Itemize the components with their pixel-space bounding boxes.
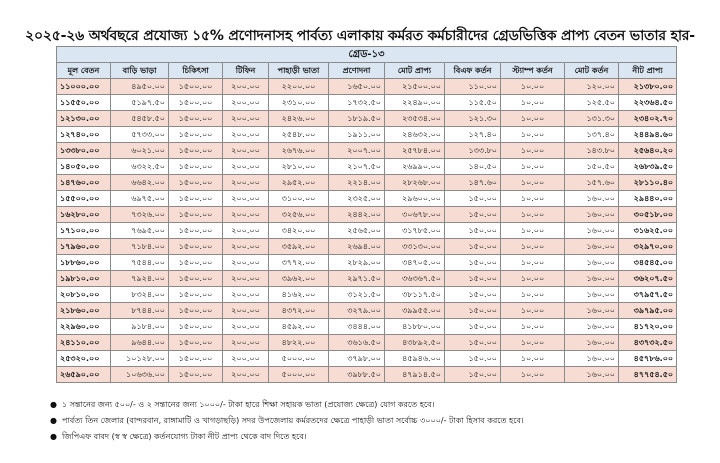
table-cell: ১৫০.০০ <box>445 367 501 383</box>
table-cell: ২০০.০০ <box>223 95 269 111</box>
table-cell: ১৫০০.০০ <box>169 367 223 383</box>
table-cell: ১৯১১.০০ <box>329 127 385 143</box>
table-cell: ৩৪৪৪.০০ <box>329 319 385 335</box>
table-cell: ১৫০.০০ <box>445 239 501 255</box>
table-cell: ২৪৪৯৪.৬০ <box>619 127 677 143</box>
table-cell: ১০.০০ <box>501 127 565 143</box>
table-cell: ২০০.০০ <box>223 255 269 271</box>
table-cell: ৭৬৯৫.০০ <box>111 223 169 239</box>
table-row <box>57 303 677 319</box>
table-cell: ৭১৮৪.০০ <box>111 239 169 255</box>
table-cell: ১৫০০.০০ <box>169 159 223 175</box>
table-cell: ২৯৫২.০০ <box>269 175 329 191</box>
table-cell: ১১৫৫০.০০ <box>57 95 111 111</box>
table-cell: ২৬৮৩৯.৫০ <box>619 159 677 175</box>
table-cell: ৯১৮৪.০০ <box>111 319 169 335</box>
table-cell: ১৬০.০০ <box>565 191 619 207</box>
table-cell: ২০০.০০ <box>223 223 269 239</box>
table-cell: ৪৭৭৫৪.৫০ <box>619 367 677 383</box>
table-cell: ৩২৯৭০.০০ <box>619 239 677 255</box>
column-header: বাড়ি ভাড়া <box>111 63 169 79</box>
bullet-icon: ● <box>50 400 57 409</box>
table-cell: ৫০০০.০০ <box>269 367 329 383</box>
table-cell: ৩৯৯৫৫.০০ <box>385 303 445 319</box>
table-row <box>57 175 677 191</box>
table-cell: ১৫০০.০০ <box>169 143 223 159</box>
table-cell: ২৪৬৩২.০০ <box>385 127 445 143</box>
footnote-item <box>50 397 700 413</box>
table-cell: ১১০.০০ <box>445 79 501 95</box>
table-row <box>57 367 677 383</box>
table-cell: ১৬০.০০ <box>565 367 619 383</box>
table-cell: ২২৪৯০.০০ <box>385 95 445 111</box>
table-cell: ১৫০০.০০ <box>169 239 223 255</box>
footnote-text: জিপিএফ বাবদ (স্ব স্ব ক্ষেত্রে) কর্তনযোগ্য টাকা নীট প্রাপ্য থেকে বাদ দিতে হবে। <box>62 432 307 441</box>
table-cell: ২০০.০০ <box>223 367 269 383</box>
table-cell: ১৫০০.০০ <box>169 207 223 223</box>
table-cell: ১৬০.০০ <box>565 239 619 255</box>
table-cell: ২৩২৫.০০ <box>329 191 385 207</box>
table-cell: ১০.০০ <box>501 255 565 271</box>
table-cell: ৬৯৭৫.০০ <box>111 191 169 207</box>
column-header: বিএফ কর্তন <box>445 63 501 79</box>
table-cell: ২৬৫৯০.০০ <box>57 367 111 383</box>
table-cell: ৩৭৯৮.০০ <box>329 351 385 367</box>
table-cell: ২০০.০০ <box>223 111 269 127</box>
table-cell: ২২০০.০০ <box>269 79 329 95</box>
table-body <box>57 79 677 383</box>
table-cell: ২০০.০০ <box>223 127 269 143</box>
table-cell: ২০০.০০ <box>223 351 269 367</box>
table-row <box>57 239 677 255</box>
table-cell: ১৪৭৬০.০০ <box>57 175 111 191</box>
table-cell: ৩১২১.৫০ <box>329 287 385 303</box>
table-cell: ১৫০.০০ <box>445 303 501 319</box>
table-cell: ১৫০০.০০ <box>169 287 223 303</box>
footnote-text: ১ সন্তানের জন্য ৫০০/- ও ২ সন্তানের জন্য ১০০০/- টাকা হারে শিক্ষা সহায়ক ভাতা (প্রযোজ্য ক্ষেত্রে) যোগ করতে হবে। <box>62 400 435 409</box>
table-cell: ৫৪৫৮.৫০ <box>111 111 169 127</box>
table-cell: ৩৫৯২.০০ <box>269 239 329 255</box>
table-cell: ১০.০০ <box>501 95 565 111</box>
table-cell: ১২১.৩০ <box>445 111 501 127</box>
table-cell: ১৪৩.৮০ <box>565 143 619 159</box>
table-cell: ৩৪২০.০০ <box>269 223 329 239</box>
bullet-icon: ● <box>50 432 57 441</box>
table-cell: ১৫০০.০০ <box>169 95 223 111</box>
table-cell: ১০.০০ <box>501 79 565 95</box>
table-cell: ২৪২৬.০০ <box>269 111 329 127</box>
table-cell: ৩৬৩৬৭.৫০ <box>385 271 445 287</box>
table-cell: ১৫০০.০০ <box>169 319 223 335</box>
table-cell: ১২০.০০ <box>565 79 619 95</box>
column-header: মূল বেতন <box>57 63 111 79</box>
table-cell: ৩৯৮৮.৫০ <box>329 367 385 383</box>
table-cell: ২৯৪৪০.০০ <box>619 191 677 207</box>
table-cell: ১৬০.০০ <box>565 207 619 223</box>
table-cell: ১০.০০ <box>501 223 565 239</box>
grade-label: গ্রেড-১৩ <box>57 47 677 63</box>
table-cell: ২৩৪০২.৭০ <box>619 111 677 127</box>
salary-table-container <box>56 46 676 383</box>
table-cell: ৪৫৯২.০০ <box>269 319 329 335</box>
table-cell: ২৩৫৩৪.০০ <box>385 111 445 127</box>
table-cell: ২৫৭৮৪.০০ <box>385 143 445 159</box>
table-cell: ১৬২৮০.০০ <box>57 207 111 223</box>
table-cell: ৩১৬২৫.০০ <box>619 223 677 239</box>
table-cell: ২০০.০০ <box>223 239 269 255</box>
table-cell: ১৬০.০০ <box>565 271 619 287</box>
table-row <box>57 271 677 287</box>
table-cell: ৪৩৭২.০০ <box>269 303 329 319</box>
grade-row <box>57 47 677 63</box>
table-cell: ২১০৭.৫০ <box>329 159 385 175</box>
table-cell: ৩৯৬২.০০ <box>269 271 329 287</box>
table-cell: ২২৩৬৪.৫০ <box>619 95 677 111</box>
table-cell: ২১৮৬০.০০ <box>57 303 111 319</box>
table-cell: ১৭৯৬০.০০ <box>57 239 111 255</box>
table-cell: ৩০৬৭৮.০০ <box>385 207 445 223</box>
table-cell: ২৫৪৮.০০ <box>269 127 329 143</box>
table-cell: ২০০.০০ <box>223 143 269 159</box>
table-cell: ৩৯৭৯৫.০০ <box>619 303 677 319</box>
table-cell: ৪৫৭৮৬.০০ <box>619 351 677 367</box>
table-cell: ১১৫.৫০ <box>445 95 501 111</box>
table-cell: ১৫৫০০.০০ <box>57 191 111 207</box>
table-cell: ১৬০.০০ <box>565 303 619 319</box>
table-cell: ১৭১০০.০০ <box>57 223 111 239</box>
table-row <box>57 95 677 111</box>
table-cell: ৪৩৮৯২.৫০ <box>385 335 445 351</box>
table-cell: ১৬০.০০ <box>565 223 619 239</box>
table-cell: ৬৩২২.৫০ <box>111 159 169 175</box>
table-cell: ১৫০.০০ <box>445 255 501 271</box>
table-cell: ১৬০.০০ <box>565 287 619 303</box>
table-cell: ২৮১০.০০ <box>269 159 329 175</box>
table-cell: ২৮১১০.৪০ <box>619 175 677 191</box>
footnote-text: পার্বত্য তিন জেলার (বান্দরবান, রাঙ্গামাটি ও খাগড়াছড়ি) সদর উপজেলায় কর্মরতদের ক্ষেত্রে পাহাড়ী ভাতা সর্বোচ্চ ৩০০০/- টাকা হিসাব করতে হবে। <box>62 416 524 425</box>
column-header: মোট কর্তন <box>565 63 619 79</box>
table-cell: ১৫০০.০০ <box>169 303 223 319</box>
table-cell: ১০৬৩৬.০০ <box>111 367 169 383</box>
table-cell: ১২৫.৫০ <box>565 95 619 111</box>
table-cell: ৪৯৫০.০০ <box>111 79 169 95</box>
table-cell: ২০০.০০ <box>223 303 269 319</box>
table-cell: ১৯৮১০.০০ <box>57 271 111 287</box>
table-cell: ১০.০০ <box>501 351 565 367</box>
table-cell: ১৪৭.৬০ <box>445 175 501 191</box>
footnote-item <box>50 413 700 429</box>
table-cell: ৩৭৯৫৭.৫০ <box>619 287 677 303</box>
table-cell: ১৫০.০০ <box>445 335 501 351</box>
table-cell: ১৬০.০০ <box>565 319 619 335</box>
table-cell: ২৪১১০.০০ <box>57 335 111 351</box>
table-cell: ১০.০০ <box>501 239 565 255</box>
table-cell: ৮৭৪৪.০০ <box>111 303 169 319</box>
table-cell: ১০.০০ <box>501 319 565 335</box>
column-header: টিফিন <box>223 63 269 79</box>
table-cell: ২০০.০০ <box>223 159 269 175</box>
table-cell: ৭৯২৪.০০ <box>111 271 169 287</box>
table-cell: ১৫০০.০০ <box>169 351 223 367</box>
column-header: চিকিৎসা <box>169 63 223 79</box>
table-cell: ৩১৭৮৫.০০ <box>385 223 445 239</box>
table-cell: ২০০.০০ <box>223 191 269 207</box>
table-row <box>57 351 677 367</box>
column-header-row <box>57 63 677 79</box>
table-row <box>57 255 677 271</box>
table-cell: ১৬০.০০ <box>565 255 619 271</box>
table-cell: ১০১২৮.০০ <box>111 351 169 367</box>
footnotes <box>50 397 700 445</box>
table-cell: ১৫০০.০০ <box>169 127 223 143</box>
table-cell: ৮৩২৪.০০ <box>111 287 169 303</box>
table-cell: ২০০.০০ <box>223 271 269 287</box>
table-cell: ২১৫০০.০০ <box>385 79 445 95</box>
table-row <box>57 79 677 95</box>
table-cell: ৩৭৭২.০০ <box>269 255 329 271</box>
table-cell: ২২১৪.০০ <box>329 175 385 191</box>
table-cell: ৭৩২৬.০০ <box>111 207 169 223</box>
table-cell: ৬৬৪২.০০ <box>111 175 169 191</box>
column-header: পাহাড়ী ভাতা <box>269 63 329 79</box>
table-cell: ৪৭৯১৪.৫০ <box>385 367 445 383</box>
table-row <box>57 319 677 335</box>
table-cell: ৩০৫১৮.০০ <box>619 207 677 223</box>
footnote-item <box>50 429 700 445</box>
table-cell: ১২৭.৪০ <box>445 127 501 143</box>
table-cell: ১৩৩৮০.০০ <box>57 143 111 159</box>
column-header: স্ট্যাম্প কর্তন <box>501 63 565 79</box>
salary-table <box>56 46 677 383</box>
table-cell: ২০০৭.০০ <box>329 143 385 159</box>
table-cell: ১০.০০ <box>501 191 565 207</box>
table-cell: ১০.০০ <box>501 271 565 287</box>
table-row <box>57 223 677 239</box>
table-cell: ১৫০০.০০ <box>169 175 223 191</box>
table-cell: ৩৬২০৭.৫০ <box>619 271 677 287</box>
table-cell: ১০.০০ <box>501 143 565 159</box>
table-cell: ২৩১০.০০ <box>269 95 329 111</box>
table-cell: ৬০২১.০০ <box>111 143 169 159</box>
table-cell: ৪৩৭৩২.৫০ <box>619 335 677 351</box>
column-header: নীট প্রাপ্য <box>619 63 677 79</box>
table-cell: ৩৪৭০৫.০০ <box>385 255 445 271</box>
table-cell: ১৫০০.০০ <box>169 271 223 287</box>
table-cell: ২৬৯৯০.০০ <box>385 159 445 175</box>
table-cell: ২০৮১০.০০ <box>57 287 111 303</box>
table-cell: ৩২৫৬.০০ <box>269 207 329 223</box>
table-cell: ১৮৮৬০.০০ <box>57 255 111 271</box>
table-cell: ২১৩৮০.০০ <box>619 79 677 95</box>
table-cell: ২০০.০০ <box>223 319 269 335</box>
table-cell: ৩২৭৯.০০ <box>329 303 385 319</box>
table-row <box>57 127 677 143</box>
table-cell: ১৫০.০০ <box>445 223 501 239</box>
column-header: প্রণোদনা <box>329 63 385 79</box>
table-cell: ২৫৬৫.০০ <box>329 223 385 239</box>
table-cell: ২০০.০০ <box>223 207 269 223</box>
table-cell: ১২৭৪০.০০ <box>57 127 111 143</box>
table-row <box>57 287 677 303</box>
page-title: ২০২৫-২৬ অর্থবছরে প্রযোজ্য ১৫% প্রণোদনাসহ পার্বত্য এলাকায় কর্মরত কর্মচারীদের গ্রেডভিত্তিক প্রাপ্য বেতন ভাতার হার- <box>25 28 695 44</box>
table-cell: ৯৬৪৪.০০ <box>111 335 169 351</box>
table-cell: ৪১৬২.০০ <box>269 287 329 303</box>
table-cell: ১৫০.০০ <box>445 351 501 367</box>
table-cell: ২০০.০০ <box>223 287 269 303</box>
table-cell: ২৮২৯.০০ <box>329 255 385 271</box>
table-row <box>57 335 677 351</box>
table-cell: ৩১০০.০০ <box>269 191 329 207</box>
table-cell: ৫৭৩৩.০০ <box>111 127 169 143</box>
table-cell: ১৫০.০০ <box>445 271 501 287</box>
table-cell: ১৪০৫০.০০ <box>57 159 111 175</box>
table-cell: ১০.০০ <box>501 111 565 127</box>
table-cell: ৫০০০.০০ <box>269 351 329 367</box>
table-row <box>57 143 677 159</box>
table-cell: ১৬০.০০ <box>565 335 619 351</box>
table-cell: ১৩৭.৪০ <box>565 127 619 143</box>
table-cell: ১৮১৯.৫০ <box>329 111 385 127</box>
table-cell: ৩৬১৬.৫০ <box>329 335 385 351</box>
table-row <box>57 111 677 127</box>
table-cell: ১৫০০.০০ <box>169 335 223 351</box>
table-cell: ১৫০০.০০ <box>169 191 223 207</box>
table-cell: ১১০০০.০০ <box>57 79 111 95</box>
table-cell: ৭৫৪৪.০০ <box>111 255 169 271</box>
table-cell: ১৫০.০০ <box>445 191 501 207</box>
table-cell: ৪৮২২.০০ <box>269 335 329 351</box>
table-cell: ১৫০.০০ <box>445 207 501 223</box>
table-cell: ২০০.০০ <box>223 175 269 191</box>
table-cell: ২৫৩২০.০০ <box>57 351 111 367</box>
table-cell: ১৫০.০০ <box>445 287 501 303</box>
table-cell: ১০.০০ <box>501 287 565 303</box>
table-cell: ৪১৭২০.০০ <box>619 319 677 335</box>
table-row <box>57 191 677 207</box>
table-row <box>57 207 677 223</box>
table-cell: ১৬৫০.০০ <box>329 79 385 95</box>
table-row <box>57 159 677 175</box>
table-cell: ১৫০০.০০ <box>169 255 223 271</box>
table-cell: ৪১৮৮০.০০ <box>385 319 445 335</box>
table-cell: ১৫০০.০০ <box>169 223 223 239</box>
table-cell: ১৫০০.০০ <box>169 79 223 95</box>
column-header: মোট প্রাপ্য <box>385 63 445 79</box>
table-cell: ২৬৭৬.০০ <box>269 143 329 159</box>
table-cell: ১৭৩২.৫০ <box>329 95 385 111</box>
table-cell: ১০.০০ <box>501 303 565 319</box>
table-cell: ৩৪৫৪৫.০০ <box>619 255 677 271</box>
table-cell: ২০০.০০ <box>223 79 269 95</box>
table-cell: ১৩৩.৮০ <box>445 143 501 159</box>
table-cell: ১০.০০ <box>501 175 565 191</box>
table-cell: ১৫৭.৬০ <box>565 175 619 191</box>
table-cell: ২৫৬৪০.২০ <box>619 143 677 159</box>
table-cell: ১৫০০.০০ <box>169 111 223 127</box>
table-cell: ৩৩১৩০.০০ <box>385 239 445 255</box>
table-cell: ৫১৯৭.৫০ <box>111 95 169 111</box>
table-cell: ২৯৬০০.০০ <box>385 191 445 207</box>
table-cell: ২৬৯৪.০০ <box>329 239 385 255</box>
table-cell: ১৪০.৫০ <box>445 159 501 175</box>
table-cell: ১০.০০ <box>501 335 565 351</box>
table-cell: ১২১৩০.০০ <box>57 111 111 127</box>
table-cell: ১৫০.৫০ <box>565 159 619 175</box>
table-cell: ১৫০.০০ <box>445 319 501 335</box>
bullet-icon: ● <box>50 416 57 425</box>
table-cell: ৩৮১১৭.৫০ <box>385 287 445 303</box>
table-cell: ১০.০০ <box>501 159 565 175</box>
table-cell: ২৯৭১.৫০ <box>329 271 385 287</box>
table-cell: ৪৫৯৪৬.০০ <box>385 351 445 367</box>
table-cell: ২২৯৬০.০০ <box>57 319 111 335</box>
table-cell: ২০০.০০ <box>223 335 269 351</box>
table-cell: ২৪৪২.০০ <box>329 207 385 223</box>
table-cell: ১০.০০ <box>501 207 565 223</box>
table-cell: ২৮২৬৮.০০ <box>385 175 445 191</box>
table-cell: ১৬০.০০ <box>565 351 619 367</box>
table-cell: ১০.০০ <box>501 367 565 383</box>
table-cell: ১৩১.৩০ <box>565 111 619 127</box>
